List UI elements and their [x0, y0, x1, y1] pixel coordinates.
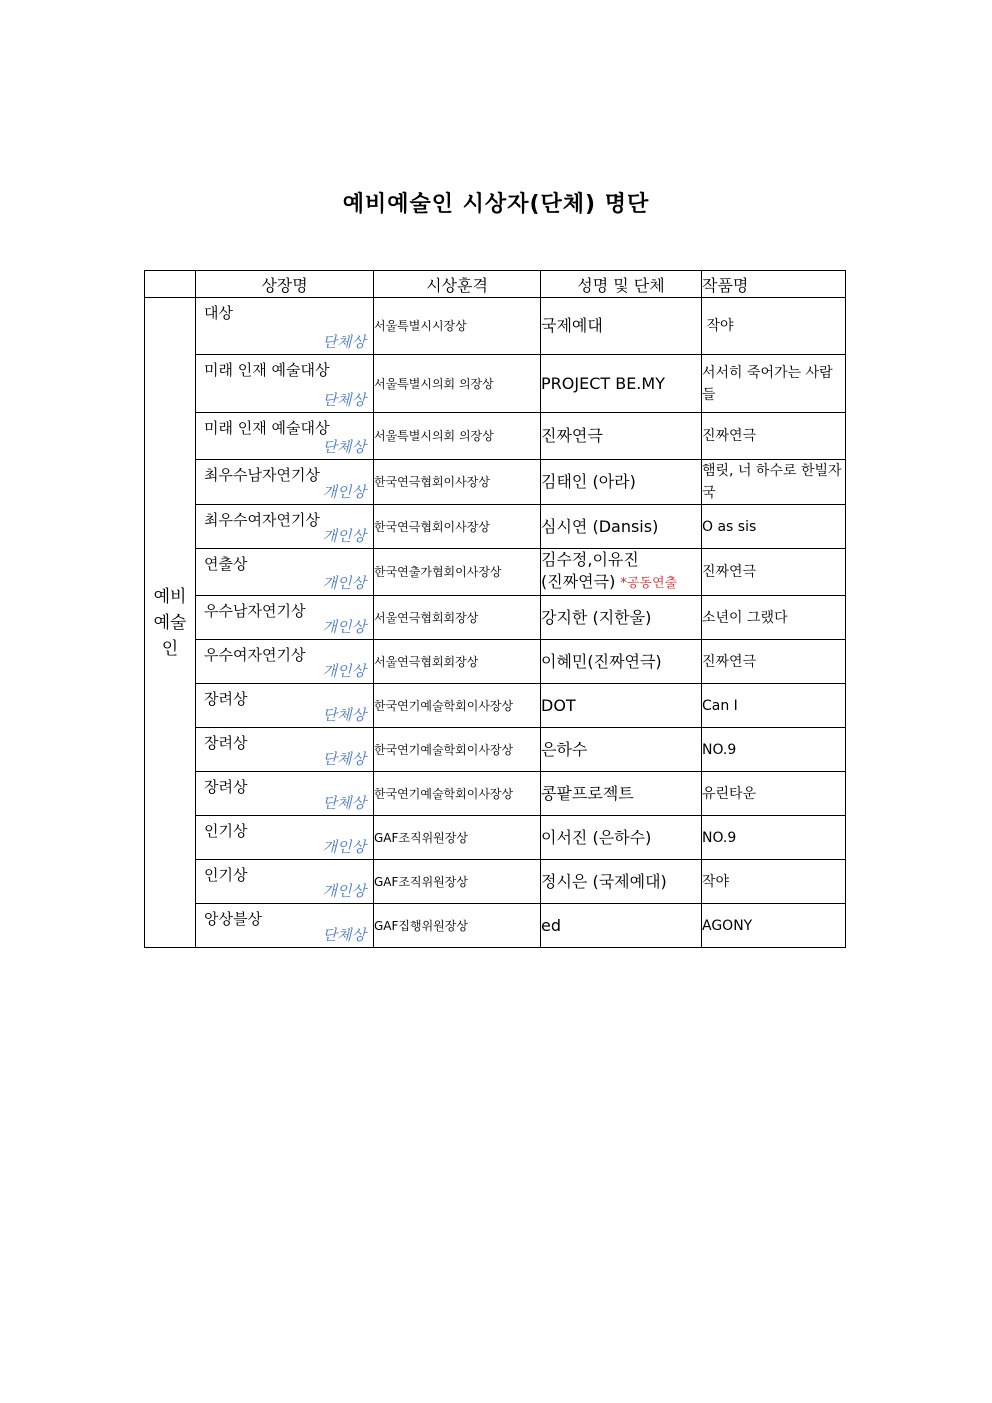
work-title-cell: 햄릿, 너 하수로 한빌자국	[702, 460, 846, 505]
work-title-cell: 진짜연극	[702, 549, 846, 596]
table-row	[145, 904, 846, 948]
award-type-label: 개인상	[322, 527, 366, 545]
category-cell: 예비 예술 인	[145, 298, 196, 948]
award-giver-cell: 서울특별시의회 의장상	[374, 413, 541, 460]
award-cell	[196, 728, 374, 772]
award-type-label: 개인상	[322, 618, 366, 636]
award-type-label: 단체상	[322, 438, 366, 456]
winner-cell	[541, 816, 702, 860]
award-giver-cell: 서울연극협회회장상	[374, 640, 541, 684]
award-type-label: 단체상	[322, 333, 366, 351]
work-title-cell: 작야	[702, 860, 846, 904]
award-cell	[196, 460, 374, 505]
award-cell	[196, 860, 374, 904]
work-title-cell: 유린타운	[702, 772, 846, 816]
header-work-title: 작품명	[702, 271, 846, 298]
winner-name: 이서진 (은하수)	[541, 827, 652, 847]
table-row	[145, 640, 846, 684]
winner-cell	[541, 413, 702, 460]
table-row	[145, 298, 846, 355]
work-title-cell: 서서히 죽어가는 사람들	[702, 355, 846, 413]
winner-name: 국제예대	[541, 316, 603, 335]
award-name: 장려상	[204, 778, 248, 796]
award-winners-table	[144, 270, 846, 948]
winner-name: 김수정,이유진 (진짜연극)	[541, 550, 639, 591]
work-title-cell: NO.9	[702, 728, 846, 772]
award-type-label: 단체상	[322, 750, 366, 768]
work-title-cell: Can I	[702, 684, 846, 728]
table-row	[145, 413, 846, 460]
winner-name: PROJECT BE.MY	[541, 373, 665, 393]
winner-cell	[541, 596, 702, 640]
award-giver-cell: 서울특별시의회 의장상	[374, 355, 541, 413]
award-giver-cell: GAF집행위원장상	[374, 904, 541, 948]
header-winner: 성명 및 단체	[541, 271, 702, 298]
award-giver-cell: 서울특별시시장상	[374, 298, 541, 355]
award-cell	[196, 640, 374, 684]
award-giver-cell: 한국연기예술학회이사장상	[374, 772, 541, 816]
work-title-cell: 작야	[702, 298, 846, 355]
table-body	[145, 298, 846, 948]
work-title-cell: 소년이 그랬다	[702, 596, 846, 640]
award-type-label: 단체상	[322, 794, 366, 812]
award-name: 연출상	[204, 555, 248, 573]
winner-cell	[541, 298, 702, 355]
award-cell	[196, 298, 374, 355]
award-name: 우수여자연기상	[204, 646, 306, 664]
winner-name: 정시은 (국제예대)	[541, 871, 667, 891]
table-row	[145, 860, 846, 904]
work-title-cell: O as sis	[702, 505, 846, 549]
award-name: 미래 인재 예술대상	[204, 419, 330, 437]
award-cell	[196, 505, 374, 549]
award-type-label: 단체상	[322, 706, 366, 724]
award-name: 대상	[204, 304, 233, 322]
award-name: 미래 인재 예술대상	[204, 361, 330, 379]
winner-name: 심시연 (Dansis)	[541, 516, 659, 536]
work-title-cell: 진짜연극	[702, 413, 846, 460]
table-row	[145, 816, 846, 860]
table-row	[145, 505, 846, 549]
award-giver-cell: 한국연출가협회이사장상	[374, 549, 541, 596]
winner-cell	[541, 860, 702, 904]
winner-name: 콩팥프로젝트	[541, 783, 634, 803]
award-type-label: 개인상	[322, 574, 366, 592]
award-type-label: 개인상	[322, 838, 366, 856]
table-header-row	[145, 271, 846, 298]
award-giver-cell: GAF조직위원장상	[374, 816, 541, 860]
award-giver-cell: 한국연극협회이사장상	[374, 460, 541, 505]
award-type-label: 개인상	[322, 483, 366, 501]
winner-cell	[541, 728, 702, 772]
award-cell	[196, 816, 374, 860]
award-type-label: 단체상	[322, 391, 366, 409]
winner-cell	[541, 460, 702, 505]
table-row	[145, 772, 846, 816]
winner-name: 은하수	[541, 739, 588, 759]
header-category	[145, 271, 196, 298]
award-name: 우수남자연기상	[204, 602, 306, 620]
page-title: 예비예술인 시상자(단체) 명단	[342, 192, 650, 217]
award-name: 최우수남자연기상	[204, 466, 320, 484]
award-name: 장려상	[204, 734, 248, 752]
winner-name: DOT	[541, 695, 576, 715]
award-giver-cell: 한국연기예술학회이사장상	[374, 684, 541, 728]
winner-cell	[541, 355, 702, 413]
award-type-label: 개인상	[322, 662, 366, 680]
work-title-cell: AGONY	[702, 904, 846, 948]
award-giver-cell: 서울연극협회회장상	[374, 596, 541, 640]
winner-name: ed	[541, 915, 561, 935]
winner-name: 강지한 (지한울)	[541, 607, 652, 627]
award-cell	[196, 772, 374, 816]
table-row	[145, 549, 846, 596]
award-name: 장려상	[204, 690, 248, 708]
table-row	[145, 460, 846, 505]
award-cell	[196, 596, 374, 640]
award-giver-cell: GAF조직위원장상	[374, 860, 541, 904]
winner-cell	[541, 684, 702, 728]
winner-cell	[541, 904, 702, 948]
table-row	[145, 355, 846, 413]
award-type-label: 개인상	[322, 882, 366, 900]
winner-cell	[541, 505, 702, 549]
winner-cell	[541, 549, 702, 596]
winner-name: 이혜민(진짜연극)	[541, 651, 662, 671]
header-award-name: 상장명	[196, 271, 374, 298]
award-cell	[196, 413, 374, 460]
award-cell	[196, 355, 374, 413]
award-giver-cell: 한국연기예술학회이사장상	[374, 728, 541, 772]
header-award-giver: 시상훈격	[374, 271, 541, 298]
award-cell	[196, 904, 374, 948]
award-name: 최우수여자연기상	[204, 511, 320, 529]
table-row	[145, 596, 846, 640]
award-name: 인기상	[204, 866, 248, 884]
work-title-cell: NO.9	[702, 816, 846, 860]
co-direction-note: *공동연출	[620, 576, 678, 591]
award-name: 인기상	[204, 822, 248, 840]
award-giver-cell: 한국연극협회이사장상	[374, 505, 541, 549]
award-name: 앙상블상	[204, 910, 262, 928]
award-cell	[196, 684, 374, 728]
winner-cell	[541, 772, 702, 816]
winner-name: 김태인 (아라)	[541, 472, 636, 491]
table-row	[145, 728, 846, 772]
winner-name: 진짜연극	[541, 426, 603, 445]
work-title-cell: 진짜연극	[702, 640, 846, 684]
award-type-label: 단체상	[322, 926, 366, 944]
winner-cell	[541, 640, 702, 684]
table-row	[145, 684, 846, 728]
award-cell	[196, 549, 374, 596]
